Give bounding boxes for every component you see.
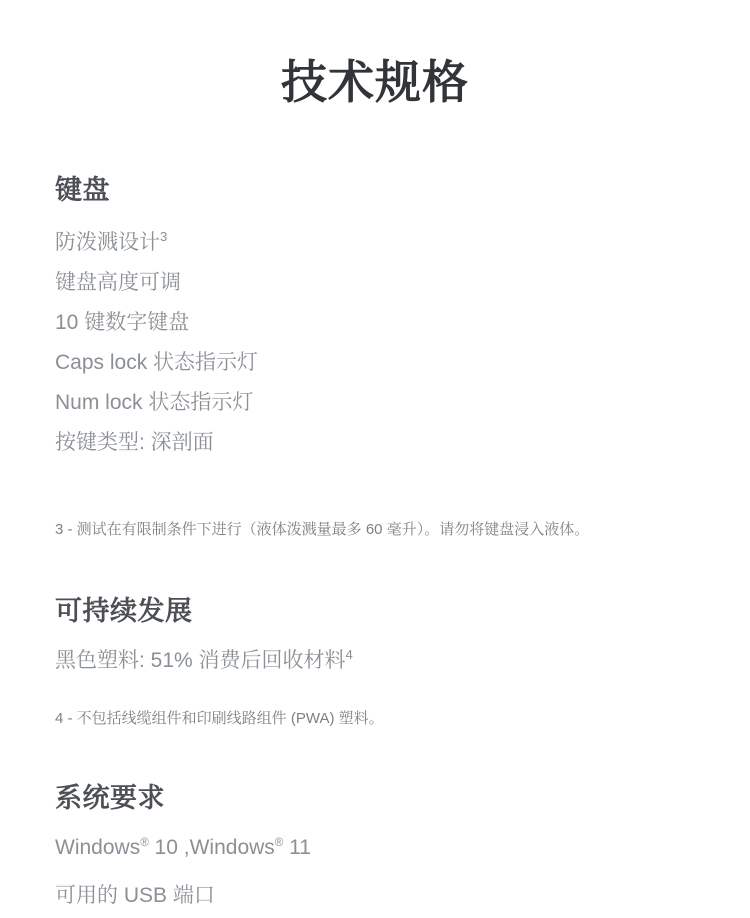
registered-trademark-icon: ®	[274, 837, 284, 849]
keyboard-spec-item-adjustable-height: 键盘高度可调	[55, 271, 181, 294]
sustainability-heading: 可持续发展	[55, 596, 193, 626]
section-system-requirements	[55, 776, 695, 911]
sustainability-footnote: 4 - 不包括线缆组件和印刷线路组件 (PWA) 塑料。	[55, 710, 384, 727]
registered-trademark-icon: ®	[140, 837, 149, 849]
keyboard-spec-item-spill-resistant	[55, 223, 695, 263]
keyboard-spec-item-key-type: 按键类型: 深剖面	[55, 431, 214, 454]
os-name: Windows	[55, 836, 141, 859]
system-heading: 系统要求	[55, 783, 165, 813]
footnote-ref-4: 4	[345, 647, 353, 662]
keyboard-footnote: 3 - 测试在有限制条件下进行（液体泼溅量最多 60 毫升）。请勿将键盘浸入液体。	[55, 521, 590, 538]
os-version: 11	[283, 836, 311, 859]
sustainability-spec-item	[55, 646, 695, 676]
keyboard-heading: 键盘	[55, 175, 110, 205]
spec-text: 防泼溅设计	[55, 231, 160, 254]
os-name: Windows	[189, 836, 275, 859]
keyboard-spec-item-capslock-indicator: Caps lock 状态指示灯	[55, 351, 259, 374]
system-requirement-os	[55, 833, 695, 863]
keyboard-spec-list	[55, 223, 695, 463]
section-sustainability	[55, 589, 695, 730]
footnote-ref-3: 3	[160, 229, 168, 244]
section-keyboard	[55, 168, 695, 541]
keyboard-spec-item-numpad: 10 键数字键盘	[55, 311, 190, 334]
os-version: 10 ,	[148, 836, 190, 859]
keyboard-spec-item-numlock-indicator: Num lock 状态指示灯	[55, 391, 254, 414]
system-requirement-usb: 可用的 USB 端口	[55, 884, 215, 907]
spec-text: 黑色塑料: 51% 消费后回收材料	[55, 649, 346, 672]
page-title: 技术规格	[281, 56, 469, 108]
